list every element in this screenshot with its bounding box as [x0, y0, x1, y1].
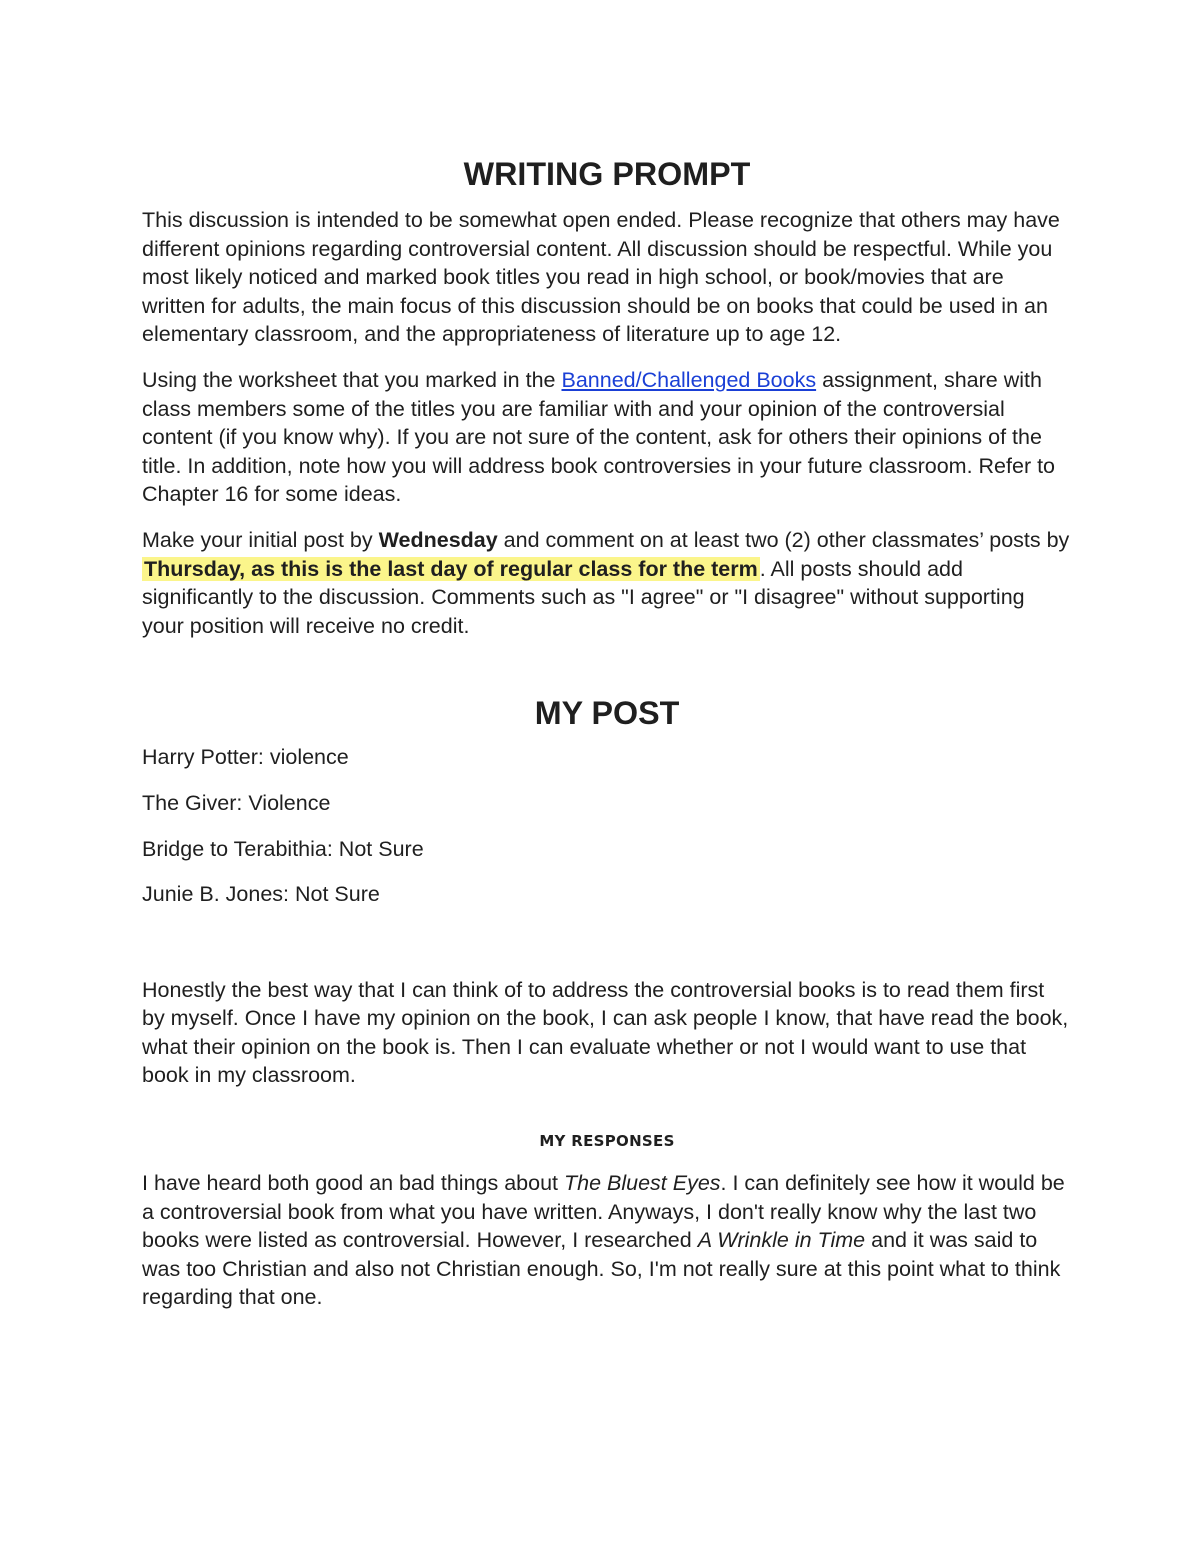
response-text-b: . I can definitely see how it would be a controversial book from what you have written. Anyways, I don't really know why the last two books were listed as controversial. However, I researched — [142, 1171, 1065, 1253]
prompt-paragraph-1: This discussion is intended to be somewhat open ended. Please recognize that others may have different opinions regarding controversial content. All discussion should be respectful. While you most likely noticed and marked book titles you read in high school, or book/movies that are written for adults, the main focus of this discussion should be on books that could be used in an elementary classroom, and the appropriateness of literature up to age 12. — [142, 208, 1060, 347]
deadline-day-wednesday: Wednesday — [378, 527, 498, 552]
post-book-item-3: Bridge to Terabithia: Not Sure — [142, 836, 424, 861]
prompt-paragraph-2 — [142, 366, 1072, 509]
section-spacer — [142, 1107, 1072, 1131]
book-title-wrinkle-in-time: A Wrinkle in Time — [697, 1228, 866, 1253]
response-text-a: I have heard both good an bad things about — [142, 1171, 564, 1196]
post-book-item-1: Harry Potter: violence — [142, 745, 349, 770]
post-book-item-4: Junie B. Jones: Not Sure — [142, 882, 380, 907]
banned-challenged-books-link[interactable]: Banned/Challenged Books — [561, 367, 817, 392]
document-content — [142, 156, 1072, 1329]
section-spacer — [142, 926, 1072, 976]
prompt-paragraph-3 — [142, 526, 1072, 640]
post-book-item-2: The Giver: Violence — [142, 790, 331, 815]
response-text-c: and it was said to was too Christian and also not Christian enough. So, I'm not really sure at this point what to think regarding that one. — [142, 1228, 1061, 1310]
prompt-p3-text-b: and comment on at least two (2) other classmates’ posts by — [497, 527, 1070, 552]
response-paragraph-1 — [142, 1169, 1072, 1312]
prompt-p2-text-b: assignment, share with class members some of the titles you are familiar with and your opinion of the controversial content (if you know why). If you are not sure of the content, ask for others their opinions of the title. In addition, note how you will address book controversies in your future classroom. Refer to Chapter 16 for some ideas. — [142, 367, 1056, 507]
prompt-p3-text-c: . All posts should add significantly to the discussion. Comments such as "I agree" or "I disagree" without supporting your position will receive no credit. — [142, 556, 1025, 638]
my-responses-heading: MY RESPONSES — [539, 1132, 675, 1151]
prompt-p2-text-a: Using the worksheet that you marked in the — [142, 367, 562, 392]
book-title-bluest-eyes: The Bluest Eyes — [563, 1171, 721, 1196]
writing-prompt-heading: WRITING PROMPT — [463, 156, 751, 192]
post-body-paragraph: Honestly the best way that I can think of to address the controversial books is to read them first by myself. Once I have my opinion on the book, I can ask people I know, that have read the book, what their opinion on the book is. Then I can evaluate whether or not I would want to use that book in my classroom. — [142, 977, 1069, 1088]
my-post-heading: MY POST — [534, 695, 680, 732]
highlighted-deadline-thursday: Thursday, as this is the last day of regular class for the term — [144, 556, 758, 581]
prompt-p3-text-a: Make your initial post by — [142, 527, 379, 552]
section-spacer — [142, 657, 1072, 699]
